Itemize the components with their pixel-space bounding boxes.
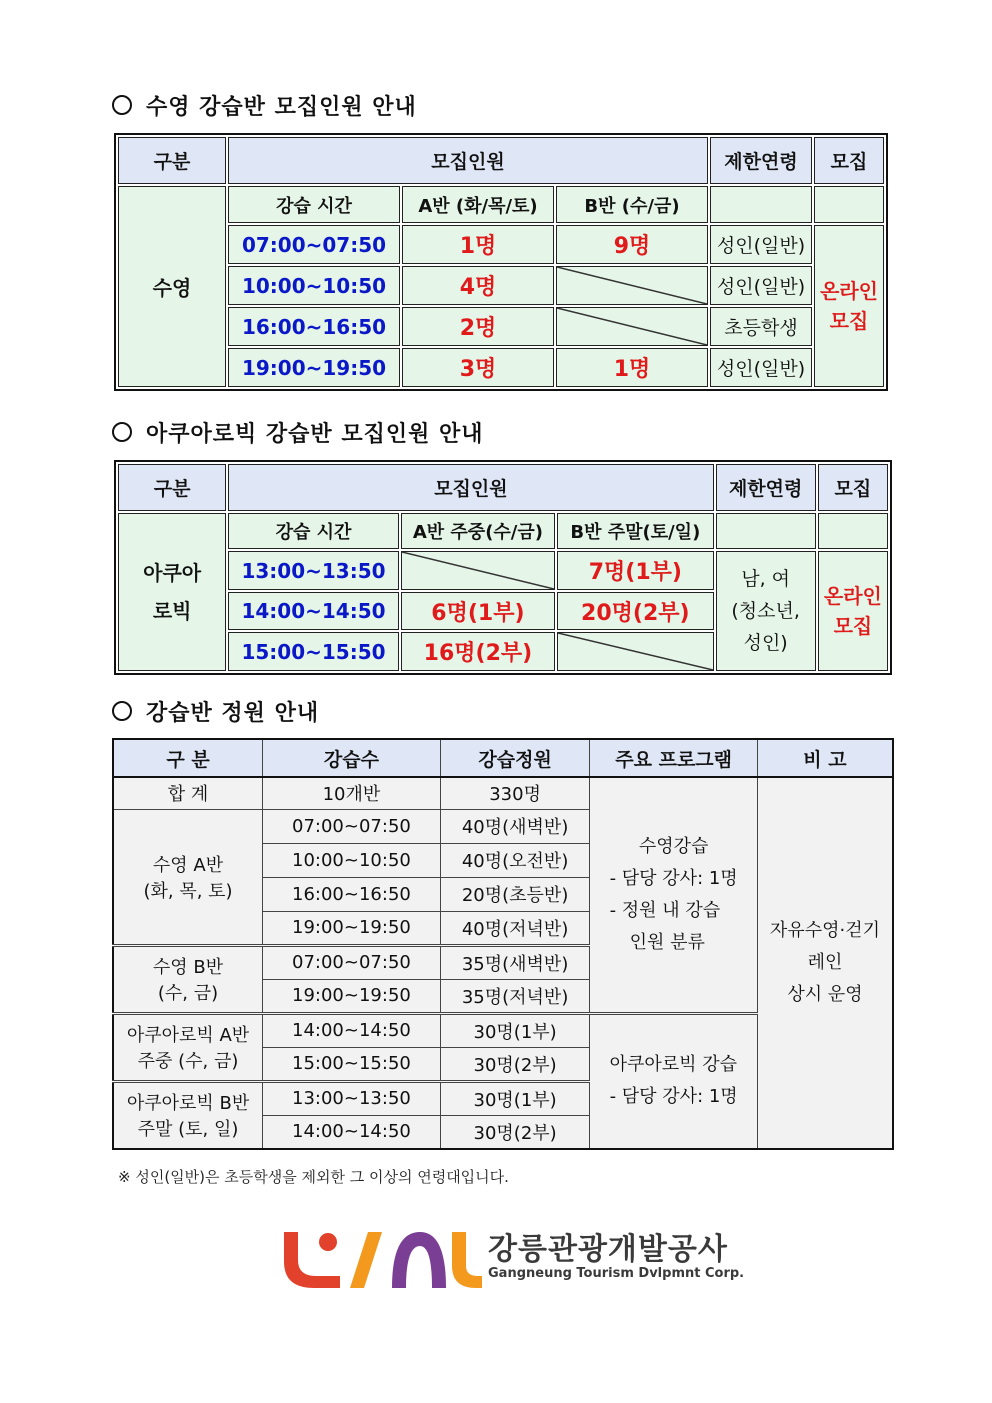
note-line1: 자유수영·걷기 [769,920,880,941]
age-cell: 성인(일반) [710,348,812,387]
footnote: ※ 성인(일반)은 초등학생을 제외한 그 이상의 연령대입니다. [118,1168,509,1186]
a-count: 3명 [402,348,554,387]
a-count: 2명 [402,307,554,346]
class-capacity-table [112,738,894,1150]
header-method: 모집 [814,137,884,184]
b-count: 1명 [556,348,708,387]
subheader-time: 강습 시간 [228,186,400,223]
program-line2: - 담당 강사: 1명 [609,867,738,889]
a-count: 16명(2부) [401,632,555,671]
empty-cell [716,513,816,550]
section2-title: 아쿠아로빅 강습반 모집인원 안내 [112,417,484,448]
capacity-cell: 40명(저녁반) [440,911,590,945]
logo-orange-stroke [350,1232,382,1288]
a-count: 4명 [402,266,554,305]
header-age-limit: 제한연령 [716,464,816,511]
a-count: 1명 [402,225,554,264]
method-line1: 온라인 [823,584,882,609]
time-cell: 14:00~14:50 [263,1013,441,1047]
program-aqua [590,1013,758,1149]
section1-title: 수영 강습반 모집인원 안내 [112,90,417,121]
program-line3: - 정원 내 강습 [609,899,721,921]
empty-cell [814,186,884,223]
subheader-a: A반 (화/목/토) [402,186,554,223]
time-cell: 15:00~15:50 [228,632,398,671]
age-cell: 성인(일반) [710,225,812,264]
total-label: 합 계 [113,777,263,809]
capacity-cell: 35명(새벽반) [440,945,590,979]
note-cell [757,777,893,1149]
time-cell: 07:00~07:50 [263,945,441,979]
method-line2: 모집 [829,309,869,334]
capacity-cell: 30명(1부) [440,1081,590,1115]
header-method: 모집 [818,464,888,511]
header-recruit: 모집인원 [228,137,708,184]
category-line1: 아쿠아로빅 B반 [126,1093,250,1115]
time-cell: 14:00~14:50 [263,1115,441,1149]
subheader-b: B반 주말(토/일) [557,513,713,550]
time-cell: 13:00~13:50 [263,1081,441,1115]
capacity-cell: 40명(오전반) [440,843,590,877]
empty-cell [710,186,812,223]
logo-red-dot [319,1233,337,1251]
header-age-limit: 제한연령 [710,137,812,184]
time-cell: 14:00~14:50 [228,592,398,631]
age-cell: 성인(일반) [710,266,812,305]
note-line3: 상시 운영 [787,984,863,1005]
note-line2: 레인 [807,952,843,973]
category-line1: 아쿠아 [143,560,202,585]
header-note: 비 고 [757,739,893,777]
header-category: 구분 [118,137,226,184]
time-cell: 07:00~07:50 [228,225,400,264]
logo-subtext: Gangneung Tourism Dvlpmnt Corp. [488,1266,745,1281]
category-swim-b [113,945,263,1013]
category-swim-a [113,809,263,945]
b-count: 9명 [556,225,708,264]
program-line1: 아쿠아로빅 강습 [609,1054,738,1076]
category-line1: 수영 B반 [152,957,224,978]
diagonal-empty-cell [557,632,713,671]
total-capacity: 330명 [440,777,590,809]
capacity-cell: 40명(새벽반) [440,809,590,843]
category-swim: 수영 [118,186,226,387]
time-cell: 15:00~15:50 [263,1047,441,1081]
time-cell: 19:00~19:50 [263,979,441,1013]
diagonal-empty-cell [556,266,708,305]
method-line1: 온라인 [820,279,878,304]
logo-text: 강릉관광개발공사 [488,1232,728,1267]
category-line2: 주말 (토, 일) [137,1119,239,1141]
capacity-cell: 30명(2부) [440,1115,590,1149]
header-category: 구분 [118,464,226,511]
diagonal-empty-cell [556,307,708,346]
circle-bullet-icon [112,95,132,115]
section3-title: 강습반 정원 안내 [112,696,319,727]
subheader-a: A반 주중(수/금) [401,513,555,550]
circle-bullet-icon [112,701,132,721]
category-line2: 주중 (수, 금) [137,1051,239,1072]
category-line2: 로빅 [152,598,192,623]
header-classes: 강습수 [263,739,441,777]
category-aqua [118,513,226,671]
total-classes: 10개반 [263,777,441,809]
time-cell: 16:00~16:50 [228,307,400,346]
program-line1: 수영강습 [638,835,709,857]
subheader-b: B반 (수/금) [556,186,708,223]
age-line1: 남, 여 [741,568,791,591]
method-line2: 모집 [833,614,873,639]
diagonal-empty-cell [401,551,555,590]
logo-purple-arc [392,1232,446,1288]
time-cell: 19:00~19:50 [228,348,400,387]
capacity-cell: 30명(2부) [440,1047,590,1081]
time-cell: 07:00~07:50 [263,809,441,843]
category-aqua-a [113,1013,263,1081]
logo-orange-swoosh [452,1232,482,1288]
aqua-recruit-table [114,460,892,675]
swim-recruit-table [114,133,888,391]
capacity-cell: 35명(저녁반) [440,979,590,1013]
category-line2: (화, 목, 토) [143,880,233,902]
header-recruit: 모집인원 [228,464,713,511]
category-line1: 수영 A반 [152,854,224,876]
time-cell: 13:00~13:50 [228,551,398,590]
header-category: 구 분 [113,739,263,777]
program-swim [590,777,758,1013]
b-count: 7명(1부) [557,551,713,590]
age-cell [716,551,816,671]
time-cell: 19:00~19:50 [263,911,441,945]
capacity-cell: 30명(1부) [440,1013,590,1047]
time-cell: 10:00~10:50 [228,266,400,305]
category-line1: 아쿠아로빅 A반 [126,1025,250,1046]
header-capacity: 강습정원 [440,739,590,777]
time-cell: 10:00~10:50 [263,843,441,877]
empty-cell [818,513,888,550]
method-cell [814,225,884,387]
time-cell: 16:00~16:50 [263,877,441,911]
method-cell [818,551,888,671]
program-line2: - 담당 강사: 1명 [609,1086,738,1108]
circle-bullet-icon [112,422,132,442]
category-line2: (수, 금) [157,983,219,1004]
category-aqua-b [113,1081,263,1149]
b-count: 20명(2부) [557,592,713,631]
capacity-cell: 20명(초등반) [440,877,590,911]
header-program: 주요 프로그램 [590,739,758,777]
a-count: 6명(1부) [401,592,555,631]
program-line4: 인원 분류 [629,931,705,953]
subheader-time: 강습 시간 [228,513,398,550]
age-cell: 초등학생 [710,307,812,346]
age-line2: (청소년, [731,600,800,623]
age-line3: 성인) [743,632,788,655]
